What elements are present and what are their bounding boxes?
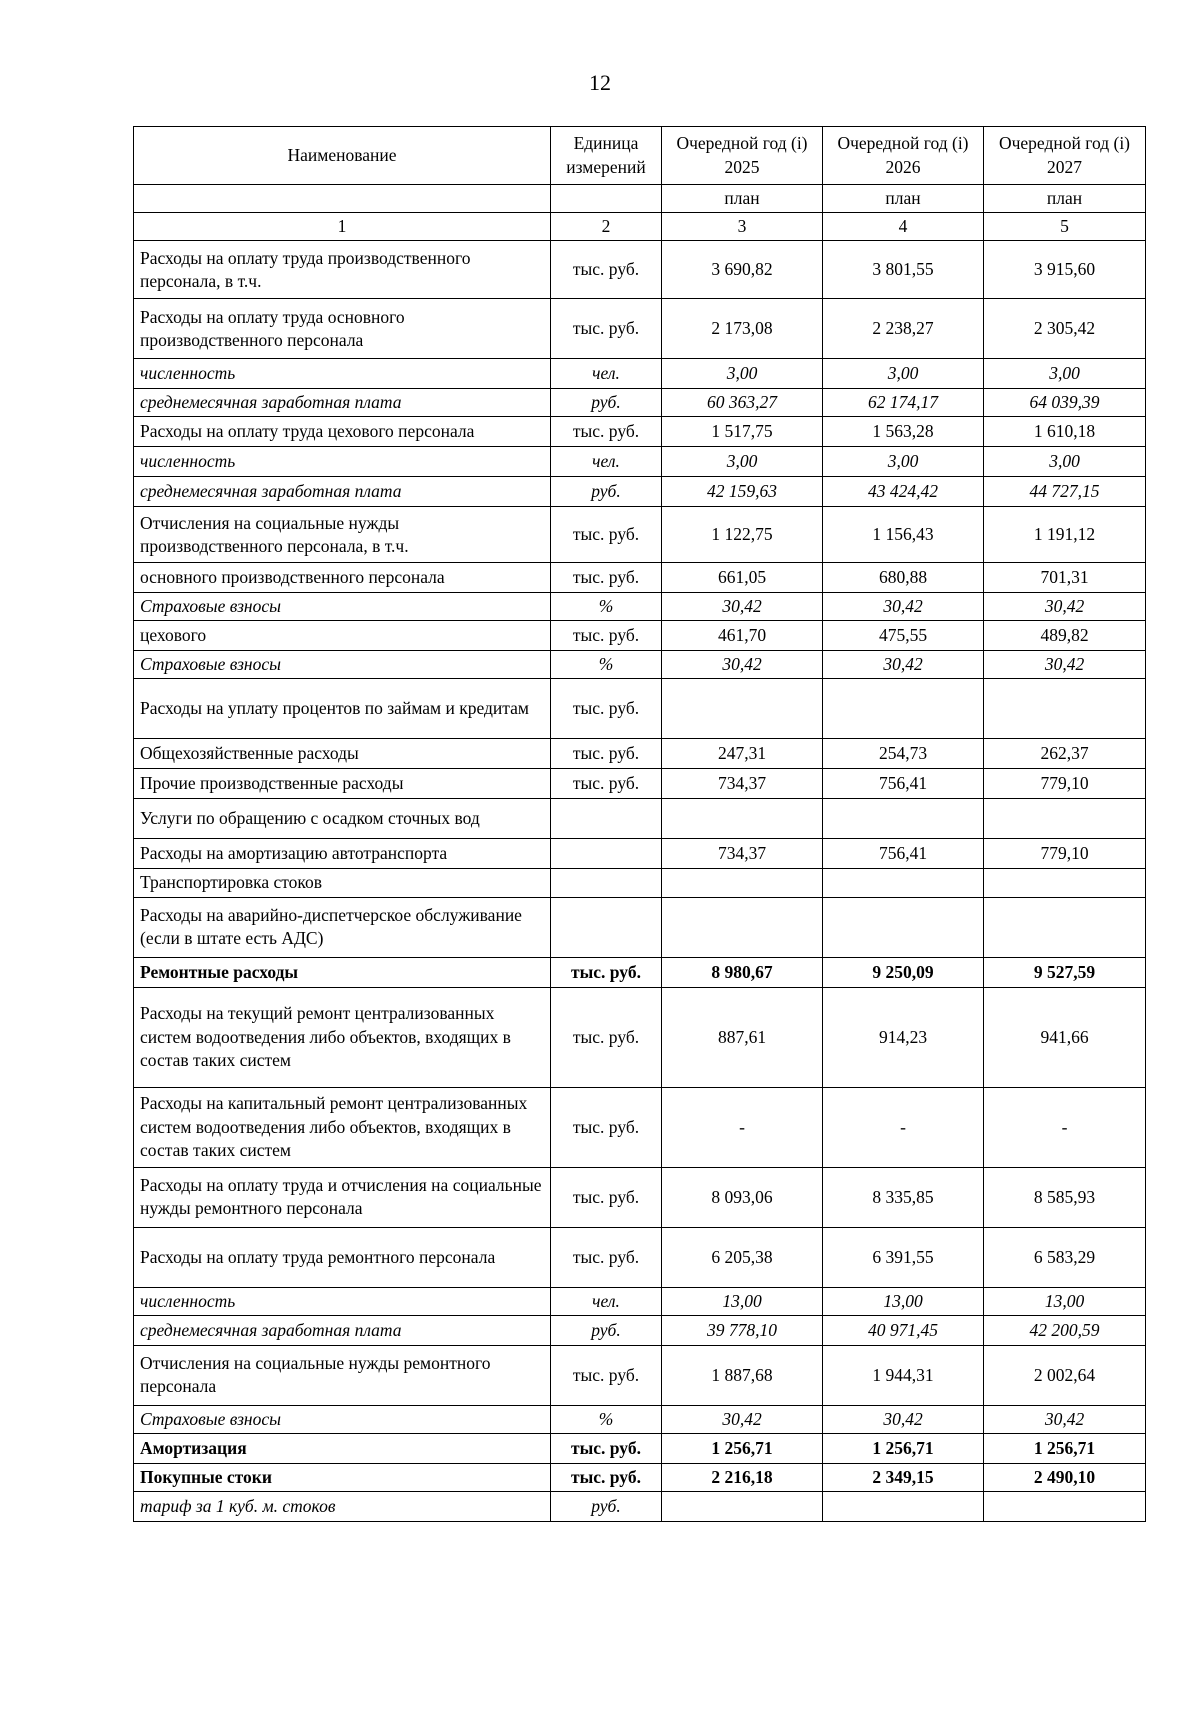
value-2025: 2 173,08 [662, 299, 823, 359]
column-index: 3 [662, 213, 823, 241]
value-2027: 3,00 [984, 359, 1146, 389]
value-2027 [984, 799, 1146, 839]
row-name: среднемесячная заработная плата [134, 477, 551, 507]
table-row [134, 1227, 1146, 1287]
row-name: Транспортировка стоков [134, 869, 551, 897]
row-name: Прочие производственные расходы [134, 769, 551, 799]
value-2027: 1 610,18 [984, 417, 1146, 447]
table-row [134, 507, 1146, 563]
value-2027: 30,42 [984, 1405, 1146, 1433]
table-row [134, 447, 1146, 477]
value-2026: 914,23 [823, 987, 984, 1087]
value-2025 [662, 799, 823, 839]
value-2026: 8 335,85 [823, 1167, 984, 1227]
row-name: Расходы на оплату труда производственного персонала, в т.ч. [134, 241, 551, 299]
value-2025: 734,37 [662, 769, 823, 799]
value-2027: 64 039,39 [984, 389, 1146, 417]
value-2027: 9 527,59 [984, 957, 1146, 987]
value-2027: 2 490,10 [984, 1463, 1146, 1491]
row-unit [551, 869, 662, 897]
value-2027: 489,82 [984, 621, 1146, 651]
value-2025: 30,42 [662, 593, 823, 621]
table-row [134, 839, 1146, 869]
value-2025: 734,37 [662, 839, 823, 869]
table-row [134, 1315, 1146, 1345]
value-2025: 661,05 [662, 563, 823, 593]
value-2026: 2 238,27 [823, 299, 984, 359]
value-2027 [984, 897, 1146, 957]
value-2027: 2 305,42 [984, 299, 1146, 359]
value-2026 [823, 679, 984, 739]
table-row [134, 621, 1146, 651]
row-unit: тыс. руб. [551, 1227, 662, 1287]
header-year-2026: Очередной год (i) 2026 [823, 127, 984, 185]
row-unit: тыс. руб. [551, 507, 662, 563]
value-2025: 3,00 [662, 359, 823, 389]
row-unit: тыс. руб. [551, 1087, 662, 1167]
value-2025: 1 256,71 [662, 1433, 823, 1463]
row-name: цехового [134, 621, 551, 651]
value-2026 [823, 799, 984, 839]
row-unit: тыс. руб. [551, 621, 662, 651]
value-2026: 756,41 [823, 769, 984, 799]
value-2027: 262,37 [984, 739, 1146, 769]
row-unit: тыс. руб. [551, 739, 662, 769]
value-2026: 62 174,17 [823, 389, 984, 417]
table-row [134, 769, 1146, 799]
column-index-row [134, 213, 1146, 241]
value-2025: 8 980,67 [662, 957, 823, 987]
value-2027 [984, 869, 1146, 897]
table-row [134, 651, 1146, 679]
header-year-2027: Очередной год (i) 2027 [984, 127, 1146, 185]
row-name: Услуги по обращению с осадком сточных вод [134, 799, 551, 839]
value-2025: 3 690,82 [662, 241, 823, 299]
column-index: 4 [823, 213, 984, 241]
row-name: численность [134, 1287, 551, 1315]
header-name: Наименование [134, 127, 551, 185]
value-2027: 1 256,71 [984, 1433, 1146, 1463]
row-name: Отчисления на социальные нужды ремонтного персонала [134, 1345, 551, 1405]
table-row [134, 1463, 1146, 1491]
table-row [134, 389, 1146, 417]
row-unit: тыс. руб. [551, 1433, 662, 1463]
table-row [134, 799, 1146, 839]
row-unit: % [551, 651, 662, 679]
budget-table [133, 126, 1146, 1522]
row-name: Общехозяйственные расходы [134, 739, 551, 769]
row-unit [551, 839, 662, 869]
table-row [134, 739, 1146, 769]
table-row [134, 1087, 1146, 1167]
row-name: Расходы на оплату труда ремонтного персонала [134, 1227, 551, 1287]
row-unit: % [551, 1405, 662, 1433]
table-row [134, 897, 1146, 957]
value-2025 [662, 1491, 823, 1521]
row-name: тариф за 1 куб. м. стоков [134, 1491, 551, 1521]
column-index: 5 [984, 213, 1146, 241]
table-row [134, 359, 1146, 389]
value-2027: 779,10 [984, 839, 1146, 869]
table-row [134, 1433, 1146, 1463]
row-name: Расходы на аварийно-диспетчерское обслуживание (если в штате есть АДС) [134, 897, 551, 957]
row-name: среднемесячная заработная плата [134, 389, 551, 417]
table-row [134, 593, 1146, 621]
table-row [134, 1405, 1146, 1433]
value-2026: 1 256,71 [823, 1433, 984, 1463]
row-name: Отчисления на социальные нужды производственного персонала, в т.ч. [134, 507, 551, 563]
value-2025: 42 159,63 [662, 477, 823, 507]
row-unit: чел. [551, 359, 662, 389]
row-name: Расходы на амортизацию автотранспорта [134, 839, 551, 869]
row-name: Амортизация [134, 1433, 551, 1463]
value-2026: 9 250,09 [823, 957, 984, 987]
value-2025: 3,00 [662, 447, 823, 477]
value-2026: 6 391,55 [823, 1227, 984, 1287]
value-2027: 1 191,12 [984, 507, 1146, 563]
row-name: среднемесячная заработная плата [134, 1315, 551, 1345]
value-2026: 40 971,45 [823, 1315, 984, 1345]
row-unit: % [551, 593, 662, 621]
row-name: основного производственного персонала [134, 563, 551, 593]
value-2027 [984, 1491, 1146, 1521]
header-row [134, 127, 1146, 185]
value-2027: 30,42 [984, 651, 1146, 679]
value-2025: 8 093,06 [662, 1167, 823, 1227]
row-name: Расходы на уплату процентов по займам и кредитам [134, 679, 551, 739]
row-unit: тыс. руб. [551, 679, 662, 739]
value-2025: 13,00 [662, 1287, 823, 1315]
row-unit: тыс. руб. [551, 1463, 662, 1491]
row-unit: тыс. руб. [551, 1345, 662, 1405]
value-2025: 1 122,75 [662, 507, 823, 563]
value-2025: 60 363,27 [662, 389, 823, 417]
row-name: Покупные стоки [134, 1463, 551, 1491]
table-row [134, 417, 1146, 447]
value-2026: 3,00 [823, 447, 984, 477]
plan-cell [551, 185, 662, 213]
value-2025: 39 778,10 [662, 1315, 823, 1345]
value-2027: 6 583,29 [984, 1227, 1146, 1287]
plan-cell: план [984, 185, 1146, 213]
value-2027: 13,00 [984, 1287, 1146, 1315]
value-2026 [823, 897, 984, 957]
row-unit: тыс. руб. [551, 241, 662, 299]
value-2027: 42 200,59 [984, 1315, 1146, 1345]
value-2026: 756,41 [823, 839, 984, 869]
table-row [134, 477, 1146, 507]
row-unit: чел. [551, 447, 662, 477]
value-2026: 680,88 [823, 563, 984, 593]
value-2026: 1 156,43 [823, 507, 984, 563]
row-unit: тыс. руб. [551, 563, 662, 593]
plan-cell: план [662, 185, 823, 213]
table-row [134, 299, 1146, 359]
table-row [134, 987, 1146, 1087]
value-2026: 43 424,42 [823, 477, 984, 507]
row-name: Страховые взносы [134, 1405, 551, 1433]
value-2025: 461,70 [662, 621, 823, 651]
page-number: 12 [589, 70, 611, 95]
value-2025 [662, 869, 823, 897]
value-2026: 30,42 [823, 593, 984, 621]
row-name: численность [134, 359, 551, 389]
header-year-2025: Очередной год (i) 2025 [662, 127, 823, 185]
header-unit: Единица измерений [551, 127, 662, 185]
value-2025 [662, 897, 823, 957]
value-2025: 30,42 [662, 1405, 823, 1433]
value-2027: 30,42 [984, 593, 1146, 621]
table-row [134, 869, 1146, 897]
table-row [134, 957, 1146, 987]
value-2026: 1 944,31 [823, 1345, 984, 1405]
row-unit: тыс. руб. [551, 957, 662, 987]
value-2026: 2 349,15 [823, 1463, 984, 1491]
row-unit: тыс. руб. [551, 417, 662, 447]
value-2027: 3,00 [984, 447, 1146, 477]
table-row [134, 1345, 1146, 1405]
row-unit: тыс. руб. [551, 987, 662, 1087]
value-2027: 941,66 [984, 987, 1146, 1087]
value-2026: 13,00 [823, 1287, 984, 1315]
plan-cell: план [823, 185, 984, 213]
value-2025: 6 205,38 [662, 1227, 823, 1287]
table-row [134, 679, 1146, 739]
row-unit: тыс. руб. [551, 769, 662, 799]
row-name: Расходы на текущий ремонт централизованных систем водоотведения либо объектов, входящих в состав таких систем [134, 987, 551, 1087]
value-2027: 8 585,93 [984, 1167, 1146, 1227]
table-row [134, 241, 1146, 299]
value-2026: 254,73 [823, 739, 984, 769]
column-index: 2 [551, 213, 662, 241]
row-name: Расходы на оплату труда и отчисления на социальные нужды ремонтного персонала [134, 1167, 551, 1227]
value-2027: 2 002,64 [984, 1345, 1146, 1405]
value-2026: 30,42 [823, 1405, 984, 1433]
value-2025: 30,42 [662, 651, 823, 679]
row-name: Ремонтные расходы [134, 957, 551, 987]
row-unit: тыс. руб. [551, 1167, 662, 1227]
value-2026: 30,42 [823, 651, 984, 679]
row-name: Расходы на капитальный ремонт централизованных систем водоотведения либо объектов, входящих в состав таких систем [134, 1087, 551, 1167]
row-name: Расходы на оплату труда цехового персонала [134, 417, 551, 447]
row-unit: чел. [551, 1287, 662, 1315]
row-unit: руб. [551, 1491, 662, 1521]
value-2026 [823, 1491, 984, 1521]
value-2026: 3,00 [823, 359, 984, 389]
row-unit [551, 799, 662, 839]
value-2026: 475,55 [823, 621, 984, 651]
value-2027: - [984, 1087, 1146, 1167]
plan-row [134, 185, 1146, 213]
value-2027: 44 727,15 [984, 477, 1146, 507]
value-2025: 887,61 [662, 987, 823, 1087]
column-index: 1 [134, 213, 551, 241]
row-unit: тыс. руб. [551, 299, 662, 359]
value-2025: - [662, 1087, 823, 1167]
plan-cell [134, 185, 551, 213]
row-name: численность [134, 447, 551, 477]
row-name: Страховые взносы [134, 593, 551, 621]
value-2025 [662, 679, 823, 739]
value-2027 [984, 679, 1146, 739]
table-row [134, 1167, 1146, 1227]
row-unit [551, 897, 662, 957]
row-unit: руб. [551, 1315, 662, 1345]
row-unit: руб. [551, 477, 662, 507]
value-2025: 247,31 [662, 739, 823, 769]
value-2026: 3 801,55 [823, 241, 984, 299]
table-row [134, 563, 1146, 593]
value-2025: 1 517,75 [662, 417, 823, 447]
table-row [134, 1287, 1146, 1315]
value-2027: 701,31 [984, 563, 1146, 593]
value-2027: 3 915,60 [984, 241, 1146, 299]
value-2025: 1 887,68 [662, 1345, 823, 1405]
value-2026 [823, 869, 984, 897]
row-name: Страховые взносы [134, 651, 551, 679]
value-2026: 1 563,28 [823, 417, 984, 447]
value-2027: 779,10 [984, 769, 1146, 799]
value-2025: 2 216,18 [662, 1463, 823, 1491]
value-2026: - [823, 1087, 984, 1167]
table-row [134, 1491, 1146, 1521]
row-name: Расходы на оплату труда основного производственного персонала [134, 299, 551, 359]
row-unit: руб. [551, 389, 662, 417]
